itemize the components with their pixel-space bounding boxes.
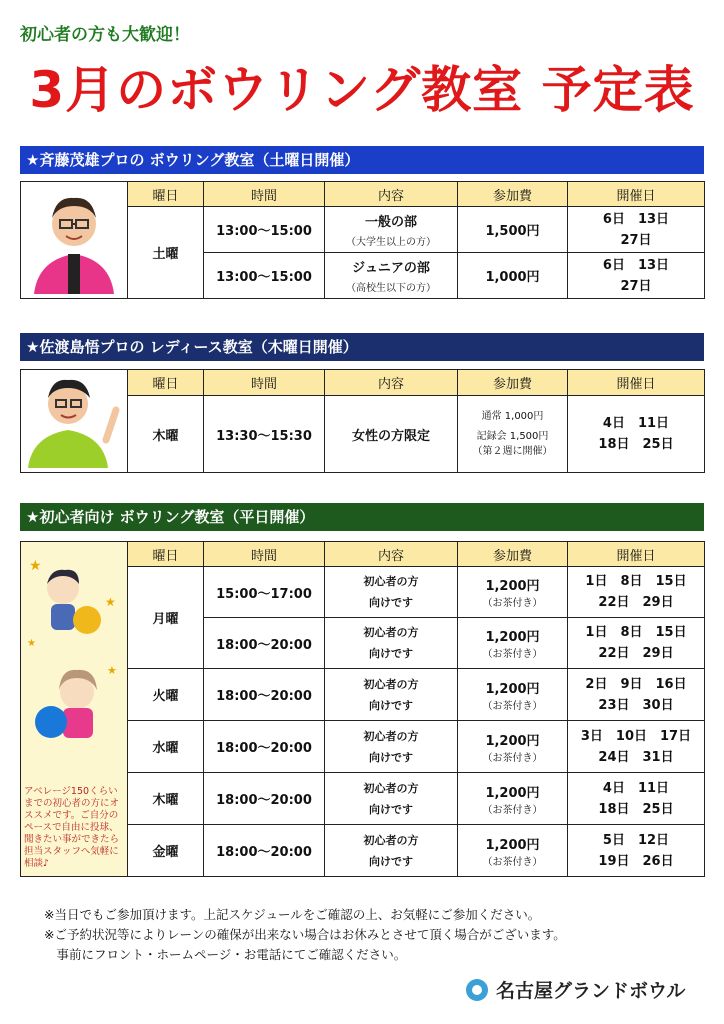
dates-line: 18日 25日 (598, 437, 674, 452)
content-line: 初心者の方 (363, 677, 419, 691)
content-line: 向けです (369, 647, 413, 660)
fee-cell (458, 773, 568, 825)
dates-line: 19日 26日 (598, 853, 674, 869)
day-cell: 木曜 (128, 396, 204, 473)
dates-cell (568, 207, 705, 253)
time-cell: 13:30〜15:30 (204, 396, 325, 473)
dates-line: 1日 8日 15日 (585, 625, 687, 640)
dates-line: 22日 29日 (598, 595, 674, 610)
dates-line: 18日 25日 (598, 801, 674, 817)
content-line: 初心者の方 (363, 729, 419, 743)
fee-cell (458, 396, 568, 473)
content-cell (325, 825, 458, 877)
day-cell: 月曜 (128, 567, 204, 669)
svg-text:★: ★ (105, 595, 116, 609)
content-cell (325, 721, 458, 773)
header-fee: 参加費 (458, 182, 568, 207)
content-line: 初心者の方 (363, 575, 419, 588)
fee-note: （お茶付き） (482, 856, 543, 868)
header-fee: 参加費 (458, 542, 568, 567)
fee-note: （お茶付き） (482, 598, 543, 609)
fee-note: （お茶付き） (482, 804, 543, 816)
time-cell: 18:00〜20:00 (204, 773, 325, 825)
content-cell: 女性の方限定 (325, 396, 458, 473)
instructor1-photo (21, 182, 128, 299)
content-sub: （大学生以上の方） (346, 237, 436, 248)
time-cell: 13:00〜15:00 (204, 207, 325, 253)
header-dates: 開催日 (568, 370, 705, 396)
fee-value: 1,200円 (485, 733, 540, 749)
dates-cell (568, 253, 705, 299)
footer-notes (44, 905, 566, 965)
header-fee: 参加費 (458, 370, 568, 396)
brand-name: 名古屋グランドボウル (496, 980, 686, 1002)
fee-record: 記録会 1,500円 (476, 431, 549, 442)
content-cell (325, 567, 458, 618)
content-line: 初心者の方 (363, 833, 419, 847)
time-cell: 18:00〜20:00 (204, 825, 325, 877)
dates-line: 3日 10日 17日 (580, 728, 692, 744)
fee-value: 1,200円 (485, 579, 540, 594)
dates-line: 24日 31日 (598, 749, 674, 765)
dates-cell (568, 669, 705, 721)
header-time: 時間 (204, 182, 325, 207)
day-cell: 土曜 (128, 207, 204, 299)
content-line: 向けです (369, 750, 413, 764)
tagline: 初心者の方も大歓迎！ (20, 25, 190, 45)
dates-line: 22日 29日 (598, 646, 674, 661)
instructor2-avatar-icon (24, 370, 124, 468)
content-cell (325, 773, 458, 825)
svg-text:★: ★ (107, 664, 117, 677)
bowler-mascot-icon (21, 550, 125, 760)
content-line: 初心者の方 (363, 626, 419, 639)
content-main: 一般の部 (364, 215, 417, 230)
fee-cell (458, 825, 568, 877)
dates-line: 27日 (620, 232, 652, 248)
time-cell: 18:00〜20:00 (204, 721, 325, 773)
fee-cell: 1,500円 (458, 207, 568, 253)
fee-note: （お茶付き） (482, 700, 543, 712)
fee-cell (458, 567, 568, 618)
dates-cell (568, 618, 705, 669)
day-cell: 木曜 (128, 773, 204, 825)
content-line: 向けです (369, 854, 413, 868)
content-line: 向けです (369, 802, 413, 816)
header-day: 曜日 (128, 542, 204, 567)
beginner-illustration (21, 542, 128, 877)
fee-value: 1,200円 (485, 630, 540, 645)
note-line: ※当日でもご参加頂けます。上記スケジュールをご確認の上、お気軽にご参加ください。 (44, 907, 541, 922)
header-content: 内容 (325, 182, 458, 207)
page-title: 3月のボウリング教室 予定表 (29, 61, 695, 119)
dates-line: 27日 (620, 278, 652, 294)
section2-table (20, 369, 705, 473)
dates-line: 5日 12日 (602, 832, 670, 848)
dates-line: 4日 11日 (602, 416, 670, 431)
dates-line: 1日 8日 15日 (585, 574, 687, 589)
time-cell: 18:00〜20:00 (204, 618, 325, 669)
bowling-logo-icon (466, 979, 488, 1001)
content-cell (325, 253, 458, 299)
time-cell: 15:00〜17:00 (204, 567, 325, 618)
dates-line: 4日 11日 (602, 780, 670, 796)
header-content: 内容 (325, 542, 458, 567)
dates-cell (568, 396, 705, 473)
fee-value: 1,200円 (485, 681, 540, 697)
header-dates: 開催日 (568, 542, 705, 567)
fee-note: （お茶付き） (482, 649, 543, 660)
dates-cell (568, 773, 705, 825)
content-sub: （高校生以下の方） (346, 283, 436, 294)
instructor2-photo (21, 370, 128, 473)
header-time: 時間 (204, 370, 325, 396)
fee-cell: 1,000円 (458, 253, 568, 299)
dates-line: 6日 13日 (602, 257, 670, 273)
fee-cell (458, 669, 568, 721)
content-line: 初心者の方 (363, 781, 419, 795)
content-cell (325, 207, 458, 253)
instructor1-avatar-icon (24, 182, 124, 294)
dates-cell (568, 567, 705, 618)
svg-text:★: ★ (29, 558, 42, 574)
fee-cell (458, 618, 568, 669)
section2-heading: ★佐渡島悟プロの レディース教室（木曜日開催） (20, 333, 704, 361)
dates-cell (568, 825, 705, 877)
note-line: ※ご予約状況等によりレーンの確保が出来ない場合はお休みとさせて頂く場合がございます。 (44, 927, 566, 942)
dates-line: 2日 9日 16日 (585, 676, 687, 692)
content-cell (325, 669, 458, 721)
fee-note: （お茶付き） (482, 752, 543, 764)
day-cell: 火曜 (128, 669, 204, 721)
content-line: 向けです (369, 698, 413, 712)
header-dates: 開催日 (568, 182, 705, 207)
header-content: 内容 (325, 370, 458, 396)
section1-heading: ★斉藤茂雄プロの ボウリング教室（土曜日開催） (20, 146, 704, 174)
day-cell: 水曜 (128, 721, 204, 773)
content-line: 向けです (369, 596, 413, 609)
fee-record-note: （第２週に開催） (472, 446, 553, 457)
fee-value: 1,200円 (485, 837, 540, 853)
dates-line: 6日 13日 (602, 211, 670, 227)
dates-line: 23日 30日 (598, 697, 674, 713)
header-day: 曜日 (128, 370, 204, 396)
content-cell (325, 618, 458, 669)
time-cell: 18:00〜20:00 (204, 669, 325, 721)
fee-value: 1,200円 (485, 785, 540, 801)
fee-cell (458, 721, 568, 773)
beginner-note: アベレージ150くらいまでの初心者の方にオススメです。ご自分のペースで自由に投球、聞きたい事ができたら担当スタッフへ気軽に相談♪ (24, 786, 120, 869)
svg-text:★: ★ (27, 638, 36, 649)
header-time: 時間 (204, 542, 325, 567)
section3-heading: ★初心者向け ボウリング教室（平日開催） (20, 503, 704, 531)
time-cell: 13:00〜15:00 (204, 253, 325, 299)
section3-table (20, 541, 705, 877)
section1-table (20, 181, 705, 299)
brand-logo (466, 976, 685, 1003)
day-cell: 金曜 (128, 825, 204, 877)
content-main: ジュニアの部 (352, 261, 430, 276)
fee-regular: 通常 1,000円 (481, 411, 544, 422)
dates-cell (568, 721, 705, 773)
header-day: 曜日 (128, 182, 204, 207)
note-line: 事前にフロント・ホームページ・お電話にてご確認ください。 (44, 947, 407, 962)
